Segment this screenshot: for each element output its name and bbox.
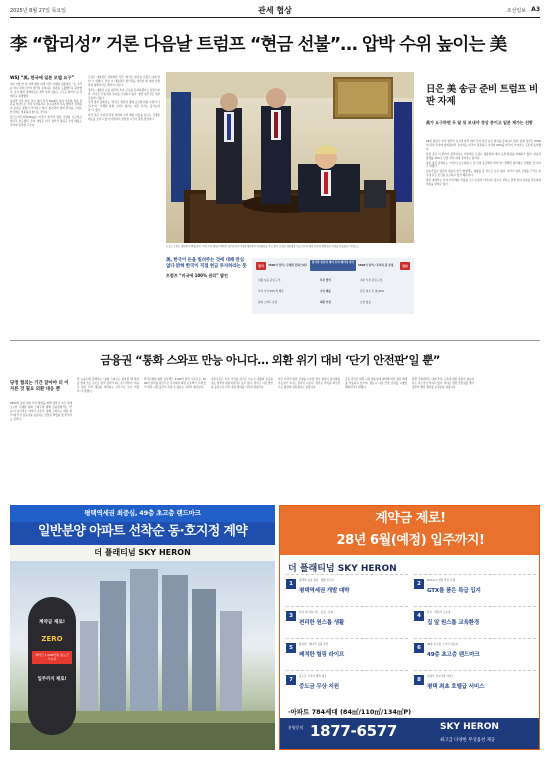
benefit-number: 4 (414, 611, 424, 621)
oval-office-photo (166, 72, 414, 243)
benefit-title: 평택 최초 호텔급 서비스 (427, 684, 485, 690)
benefit-number: 7 (286, 675, 296, 685)
benefit-item (286, 638, 408, 663)
page-number: A3 (531, 6, 540, 13)
paragraph: 한국은행의 외환 보유액은 4100억 달러 수준으로, 3500억 달러를 현금으로 투자하면 외환 보유액이 크게 줄어 외환 시장 불안이 커질 수 있다는 우려가 제기된다. (144, 378, 206, 389)
benefit-number: 1 (286, 579, 296, 589)
paragraph: 3500억 달러 대미 투자 협상을 위해 정부가 미국 측에 요구한 무제한 통화 스와프에 대해 금융권에서는 ‘만능’이 아니라는 지적이 나온다. 통화 스와프는 외환 위기 때 단기 유동성을 공급하는 안전판 역할을 할 뿐이라는 것이다. (10, 402, 72, 421)
lead-kicker: WSJ “美, 한국에 일본 모델 요구” (10, 75, 75, 80)
infographic-title: 한국과 일본의 대미 투자 패키지 차이 (310, 260, 356, 271)
benefit-number: 8 (414, 675, 424, 685)
unit-info: ·아파트 784세대 (84㎡/110㎡/134㎡P) (288, 708, 412, 716)
row-label: 투자 방식 (320, 279, 331, 282)
japan-label: 일본 (400, 262, 410, 270)
benefit-title: 평택역세권 개발 대박 (299, 588, 350, 594)
paragraph: 다만 미국이 일본 모델을 고수할 경우 협상이 장기화될 가능성이 크다는 관측이 나온다. 정부는 국익을 최우선으로 협상에 임하겠다는 입장이다. (278, 378, 340, 389)
investment-comparison-infographic (252, 258, 414, 314)
benefit-desc: 평택역 중심 입지 · 생활 인프라 (299, 579, 335, 582)
benefit-desc: 호텔식 컨시어지 서비스 (427, 675, 454, 678)
paragraph: 지난 7월 한 미 관세 협상 타결 이후 이재명 대통령은 “돈 고리를 떠나 상의 다”며 합리성 유지하는 결과를 도출했다고 평가했다. 당시 협상 관계자들은 세부 합의 내용도 구두로 합의가 된 상태라고 설명했다. (10, 82, 82, 98)
paragraph: 일본 측은 이 합의가 불리하다는 비판에도 트럼프 대통령에 대한 공개 비판을 자제하고 있다. 자동차 관세를 15%로 낮춘 것이 최대 성과라는 평가다. (426, 152, 541, 160)
section-divider (10, 340, 540, 341)
paper-name: 조선일보 (506, 8, 526, 14)
benefit-item (414, 670, 536, 695)
badge-text: 계약금 1,000만원 중도금 무이자 (32, 651, 72, 664)
benefit-desc: GTX-A·C 연장 추진 수혜 (427, 579, 455, 582)
benefit-number: 6 (414, 643, 424, 653)
article-column (10, 402, 72, 423)
article-column (77, 378, 139, 395)
korea-label: 한국 (256, 262, 266, 270)
benefit-desc: 학교 · 학원가 도보권 (427, 611, 451, 614)
ad-contact-bar (280, 718, 540, 750)
side-headline: 日은 美 송금 준비 트럼프 비판 자제 (426, 84, 538, 107)
phone-label: 분양문의 (288, 725, 304, 730)
article-column (278, 378, 340, 391)
benefit-title: 중도금 무상 지원 (299, 684, 339, 690)
side-subheadline: 美가 요구하면 두 달 뒤 보내야 정상 중이고 일본 재가는 선방 (426, 120, 533, 125)
paragraph: 월스트리트저널(WSJ)은 미국이 한국에 일본 모델을 요구하고 있다고 보도했다. 투자 대상은 미국 정부가 정하고 수익 배분도 미국에 유리한 구조다. (10, 116, 82, 127)
article-column (345, 378, 407, 391)
benefit-title: GTX를 품은 특급 입지 (427, 588, 481, 594)
benefit-number: 5 (286, 643, 296, 653)
benefit-item (414, 574, 536, 599)
row-label: 외환 안정 (320, 301, 331, 304)
benefit-item (414, 638, 536, 663)
ad-top-line2: 28년 6월(예정) 입주까지! (336, 533, 485, 548)
benefit-item (286, 670, 408, 695)
paragraph: 우리 정부 관계자는 “한국은 일본과 경제 규모와 외환 사정이 다르다”며 “무제한 통화 스와프 없이는 현금 투자는 불가능하다”고 했다. (88, 101, 160, 113)
paragraph: 하지만 이후 미국 측이 대미 투자 3500억 달러 가운데 상당 부분을 현금으로 직접 투자하라고 요구하면서 후속 협의가 진척되지 못하는 상황이 이어지고 있다. 일본과의 합의 방식을 그대로 한국에도 적용하려 한다는 것이다. (10, 99, 82, 115)
pull-quote (166, 258, 248, 279)
brand-slogan: 최고급 다양한 무상옵션 제공 (440, 738, 496, 743)
benefit-desc: 통복천 · 배다리 공원 조망 (299, 643, 329, 646)
ad-band: 평택역세권 최중심, 49층 초고층 랜드마크 (10, 505, 275, 522)
benefit-item (286, 574, 408, 599)
article-column (144, 378, 206, 391)
benefit-item (414, 606, 536, 631)
news-photo (166, 72, 414, 243)
phone-number[interactable]: 1877-6577 (310, 722, 398, 740)
quote-speaker: 트럼프 “미국에 100% 권리” 발언 (166, 272, 228, 278)
paragraph: 미국 측은 투자처 선정 권한과 수익 배분 비율을 놓고도 강경한 태도를 보이고 있어 타결까지 상당한 시간이 걸릴 전망이다. (88, 114, 160, 122)
article-column (412, 378, 474, 391)
badge-top: 계약금 제로! (39, 620, 65, 625)
page-header (10, 4, 540, 18)
row-japan: 원금 회수 후 美 90% (360, 290, 385, 293)
benefit-title: 집 앞 원스톱 교육환경 (427, 620, 480, 626)
row-korea: 통화 스와프 요청 (258, 301, 278, 304)
side-body (426, 140, 541, 188)
second-headline: 금융권 “통화 스와프 만능 아니다… 외환 위기 대비 ‘단기 안전판’일 뿐” (100, 353, 440, 367)
row-japan: 지분 투자 중심 구조 (360, 279, 383, 282)
section-title: 관세 협상 (258, 6, 292, 15)
row-label: 수익 배분 (320, 290, 331, 293)
paragraph: 일본 정부 관계자는 “미국이 요구하면 두 달 안에 송금해야 한다”며 “정해진 절차대로 진행할 것”이라고 말했다. (426, 161, 541, 169)
apartment-ad-left[interactable] (10, 505, 275, 750)
zero-deposit-badge (28, 597, 76, 735)
ad-project-name: 더 플래티넘 SKY HERON (10, 545, 275, 561)
second-subheadline: 당정 협의는 기간 같아야 더 이자른 것 필요 외환 대응 뿐 (10, 381, 69, 393)
apartment-ad-right[interactable] (279, 505, 540, 750)
badge-bottom: 입주까지 제로! (37, 676, 67, 682)
issue-date: 2025년 8월 27일 목요일 (10, 8, 67, 14)
korea-amount: 3500억 달러 / 무제한 통화스와프 (268, 264, 308, 267)
benefit-title: 49층 초고층 랜드마크 (427, 652, 480, 658)
japan-amount: 5500억 달러 / 투자처 美 결정 (358, 264, 394, 267)
benefit-title: 편리한 원스톱 생활 (299, 620, 345, 626)
benefit-desc: 중도금 무이자 혜택 제공 (299, 675, 327, 678)
photo-caption: 도널드 트럼프 대통령이 25일(현지 시각) 미국 워싱턴 백악관 집무실에서 이재명 대통령과 정상회담을 하고 있다. 트럼프 대통령은 이날 한국의 대미 투자에 대해 현금 선불을 언급했다. /연합뉴스 (166, 245, 360, 248)
article-column (211, 378, 273, 391)
ad-main-copy: 일반분양 아파트 선착순 동·호지정 계약 (37, 524, 248, 539)
paragraph: 정부는 대출과 보증 위주의 투자 구조를 유지하겠다는 입장이지만, 미국은 직접 지분 투자를 고집하고 있다. 협상 실무진은 세부 조율에 나섰다. (88, 88, 160, 100)
benefit-desc: 49층 초고층 스카이 라운지 (427, 643, 458, 646)
brand-name: SKY HERON (440, 722, 499, 732)
row-korea: 대출·보증 중심 구조 (258, 279, 281, 282)
row-korea: 투자 수익 50%씩 배분 (258, 290, 284, 293)
benefit-number: 3 (286, 611, 296, 621)
ad-top-line1: 계약금 제로! (375, 511, 446, 526)
ad-title: 더 플래티넘 SKY HERON (288, 564, 397, 574)
badge-brand: ZERO (41, 635, 63, 643)
quote-text: 美, 한국이 돈을 빌려주는 것에 대해 관심 없다 밝혀 한국이 직접 현금 투자하라는 뜻 (166, 258, 247, 270)
paragraph: 일본 내에서는 투자 수익 배분 비율을 두고 논란이 이어지고 있으나 정부는 관세 인하 효과를 강조하며 여론을 달래고 있다. (426, 179, 541, 187)
paragraph: 트럼프 대통령은 정상회담 직후 “한국은 현금을 선불로 내야 한다”고 말했다. 전날 이 대통령이 합리성을 거론한 데 대한 사실상의 답변이라는 해석이 나온다. (88, 76, 160, 87)
lead-column-2 (88, 76, 160, 123)
benefit-title: 쾌적한 힐링 라이프 (299, 652, 345, 658)
paragraph: 한편 국회에서도 대미 투자 구조에 대한 점검이 필요하다는 목소리가 커지고 있다. 여야는 관련 상임위를 열어 정부의 협상 경과를 보고받을 예정이다. (412, 378, 474, 389)
benefit-item (286, 606, 408, 631)
paragraph: 전문가들은 일본의 대응이 한국 협상에도 영향을 줄 것으로 보고 있다. 미국이 일본 모델을 근거로 한국에 같은 조건을 요구하고 있기 때문이다. (426, 170, 541, 178)
benefit-number: 2 (414, 579, 424, 589)
main-headline: 李 “합리성” 거론 다음날 트럼프 “현금 선불”… 압박 수위 높이는 美 (10, 35, 507, 55)
ad-top-banner (280, 506, 540, 555)
paragraph: 28일 일본은 미국 정부의 요구에 따라 대미 투자 자금 송금 절차를 준비하고 있다. 일본 정부는 5500억 달러 투자에 합의하면서 투자처는 미국이 결정하고 수익의 90%를 미국이 가져가는 구조에 동의했다. (426, 140, 541, 151)
paragraph: 전문가들은 투자 기간을 장기로 나누고 대출과 보증을 섞는 방식이 현실적이라고 보고 있다. 정부도 이런 방안을 중심으로 미국 측과 협의를 이어갈 방침이다. (211, 378, 273, 389)
lead-column-1 (10, 76, 82, 129)
paragraph: 금융 당국은 외환 시장 변동성에 대비해 비상 점검 체계를 가동하고 있으며, 필요시 시장 안정 조치를 시행할 계획이라고 밝혔다. (345, 378, 407, 389)
paragraph: 한 시중은행 관계자는 “통화 스와프는 필요할 때 달러를 빌려 쓰는 구조로 결국 갚아야 하는 돈”이라며 “대규모 현금 투자 재원을 마련하는 수단으로 보기 어렵다”고 말했다. (77, 378, 139, 393)
row-japan: 요청 없음 (360, 301, 371, 304)
benefit-desc: 단지 내 커뮤니티 · 쇼핑 · 문화 (299, 611, 334, 614)
